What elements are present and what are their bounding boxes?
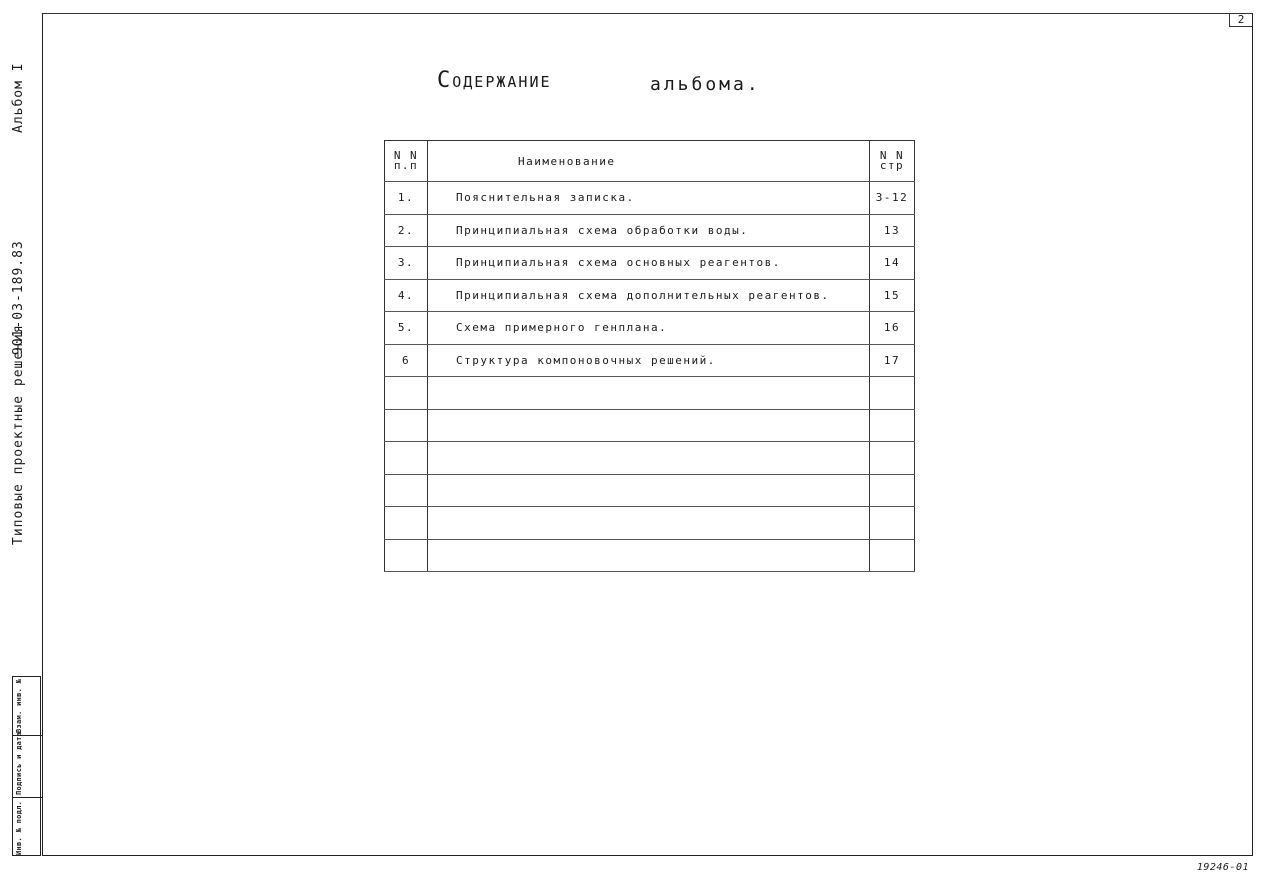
header-num — [385, 141, 428, 182]
header-page-line1: N N — [879, 149, 905, 162]
empty-cell — [870, 539, 915, 572]
empty-cell — [428, 507, 870, 540]
cell-num: 1. — [385, 182, 428, 215]
header-num-line2: п.п — [393, 159, 419, 172]
cell-name: Структура компоновочных решений. — [428, 344, 870, 377]
table-row — [385, 214, 915, 247]
empty-cell — [870, 377, 915, 410]
cell-page: 15 — [870, 279, 915, 312]
header-page — [870, 141, 915, 182]
table-row — [385, 182, 915, 215]
cell-name: Пояснительная записка. — [428, 182, 870, 215]
empty-row — [385, 474, 915, 507]
cell-name: Принципиальная схема дополнительных реагентов. — [428, 279, 870, 312]
empty-cell — [870, 507, 915, 540]
empty-cell — [870, 409, 915, 442]
side-album: Альбом I — [11, 62, 26, 133]
cell-name: Принципиальная схема основных реагентов. — [428, 247, 870, 280]
header-page-line2: стр — [879, 159, 905, 172]
table-row — [385, 312, 915, 345]
cell-num: 3. — [385, 247, 428, 280]
empty-row — [385, 377, 915, 410]
page-title: Содержание — [437, 68, 552, 93]
archive-number: 19246-01 — [1196, 862, 1249, 873]
empty-row — [385, 442, 915, 475]
stamp-label-replace: Взам. инв. № — [15, 678, 23, 733]
empty-cell — [870, 442, 915, 475]
stamp-label-sign: Подпись и дата — [15, 731, 23, 795]
empty-row — [385, 409, 915, 442]
cell-name: Принципиальная схема обработки воды. — [428, 214, 870, 247]
side-code: 901-03-189.83 — [11, 240, 26, 355]
header-name: Наименование — [428, 141, 870, 182]
empty-cell — [428, 442, 870, 475]
empty-cell — [385, 409, 428, 442]
empty-cell — [385, 474, 428, 507]
empty-cell — [385, 377, 428, 410]
cell-page: 14 — [870, 247, 915, 280]
empty-cell — [428, 409, 870, 442]
empty-row — [385, 507, 915, 540]
approval-stamp — [12, 676, 41, 856]
empty-row — [385, 539, 915, 572]
empty-cell — [428, 539, 870, 572]
table-row — [385, 344, 915, 377]
table-row — [385, 247, 915, 280]
cell-page: 17 — [870, 344, 915, 377]
cell-page: 13 — [870, 214, 915, 247]
header-num-line1: N N — [393, 149, 419, 162]
empty-cell — [385, 539, 428, 572]
cell-page: 16 — [870, 312, 915, 345]
empty-cell — [385, 507, 428, 540]
cell-num: 2. — [385, 214, 428, 247]
cell-page: 3-12 — [870, 182, 915, 215]
page-title-second-word: альбома. — [650, 74, 761, 95]
empty-cell — [870, 474, 915, 507]
empty-cell — [428, 377, 870, 410]
cell-num: 5. — [385, 312, 428, 345]
cell-num: 4. — [385, 279, 428, 312]
contents-table — [384, 140, 915, 572]
cell-name: Схема примерного генплана. — [428, 312, 870, 345]
stamp-label-inv: Инв. № подл. — [15, 800, 23, 855]
cell-num: 6 — [385, 344, 428, 377]
empty-cell — [428, 474, 870, 507]
table-header-row — [385, 141, 915, 182]
sheet-number: 2 — [1229, 14, 1252, 27]
empty-cell — [385, 442, 428, 475]
table-row — [385, 279, 915, 312]
side-series: Типовые проектные решения — [11, 324, 26, 545]
